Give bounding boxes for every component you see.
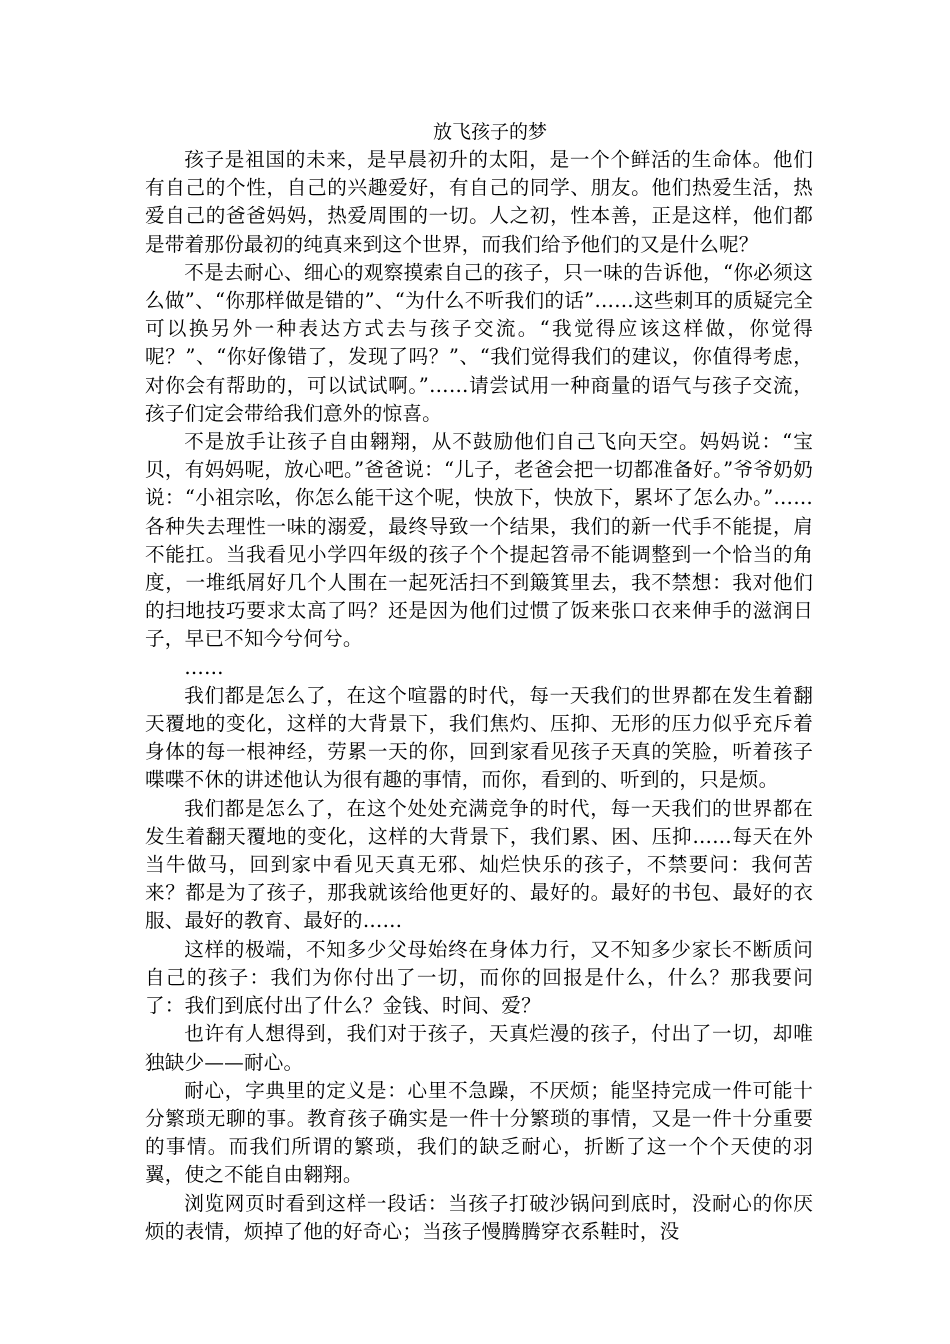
- paragraph-7: 也许有人想得到，我们对于孩子，天真烂漫的孩子，付出了一切，却唯独缺少——耐心。: [145, 1022, 813, 1074]
- paragraph-4: 我们都是怎么了，在这个喧嚣的时代，每一天我们的世界都在发生着翻天覆地的变化，这样的大背景下，我们焦灼、压抑、无形的压力似乎充斥着身体的每一根神经，劳累一天的你，回到家看见孩子天真的笑脸，听着孩子喋喋不休的讲述他认为很有趣的事情，而你，看到的、听到的，只是烦。: [145, 683, 813, 792]
- paragraph-5: 我们都是怎么了，在这个处处充满竞争的时代，每一天我们的世界都在发生着翻天覆地的变化，这样的大背景下，我们累、困、压抑……每天在外当牛做马，回到家中看见天真无邪、灿烂快乐的孩子，不禁要问：我何苦来？都是为了孩子，那我就该给他更好的、最好的。最好的书包、最好的衣服、最好的教育、最好的……: [145, 796, 813, 933]
- paragraph-2: 不是去耐心、细心的观察摸索自己的孩子，只一味的告诉他，“你必须这么做”、“你那样做是错的”、“为什么不听我们的话”……这些刺耳的质疑完全可以换另外一种表达方式去与孩子交流。“我觉得应该这样做，你觉得呢？”、“你好像错了，发现了吗？”、“我们觉得我们的建议，你值得考虑，对你会有帮助的，可以试试啊。”……请尝试用一种商量的语气与孩子交流，孩子们定会带给我们意外的惊喜。: [145, 260, 813, 425]
- document-page: [145, 118, 813, 1246]
- paragraph-1: 孩子是祖国的未来，是早晨初升的太阳，是一个个鲜活的生命体。他们有自己的个性，自己的兴趣爱好，有自己的同学、朋友。他们热爱生活，热爱自己的爸爸妈妈，热爱周围的一切。人之初，性本善，正是这样，他们都是带着那份最初的纯真来到这个世界，而我们给予他们的又是什么呢？: [145, 148, 813, 256]
- ellipsis-line: ……: [184, 655, 224, 679]
- paragraph-9: 浏览网页时看到这样一段话：当孩子打破沙锅问到底时，没耐心的你厌烦的表情，烦掉了他的好奇心；当孩子慢腾腾穿衣系鞋时，没: [145, 1191, 813, 1243]
- paragraph-3: 不是放手让孩子自由翱翔，从不鼓励他们自己飞向天空。妈妈说：“宝贝，有妈妈呢，放心吧。”爸爸说：“儿子，老爸会把一切都准备好。”爷爷奶奶说：“小祖宗吆，你怎么能干这个呢，快放下，快放下，累坏了怎么办。”……各种失去理性一味的溺爱，最终导致一个结果，我们的新一代手不能提，肩不能扛。当我看见小学四年级的孩子个个提起笤帚不能调整到一个恰当的角度，一堆纸屑好几个人围在一起死活扫不到簸箕里去，我不禁想：我对他们的扫地技巧要求太高了吗？还是因为他们过惯了饭来张口衣来伸手的滋润日子，早已不知今兮何兮。: [145, 430, 813, 651]
- document-title: 放飞孩子的梦: [432, 121, 547, 143]
- paragraph-6: 这样的极端，不知多少父母始终在身体力行，又不知多少家长不断质问自己的孩子：我们为你付出了一切，而你的回报是什么，什么？那我要问了：我们到底付出了什么？金钱、时间、爱？: [145, 937, 813, 1018]
- paragraph-8: 耐心，字典里的定义是：心里不急躁，不厌烦；能坚持完成一件可能十分繁琐无聊的事。教育孩子确实是一件十分繁琐的事情，又是一件十分重要的事情。而我们所谓的繁琐，我们的缺乏耐心，折断了这一个个天使的羽翼，使之不能自由翱翔。: [145, 1078, 813, 1187]
